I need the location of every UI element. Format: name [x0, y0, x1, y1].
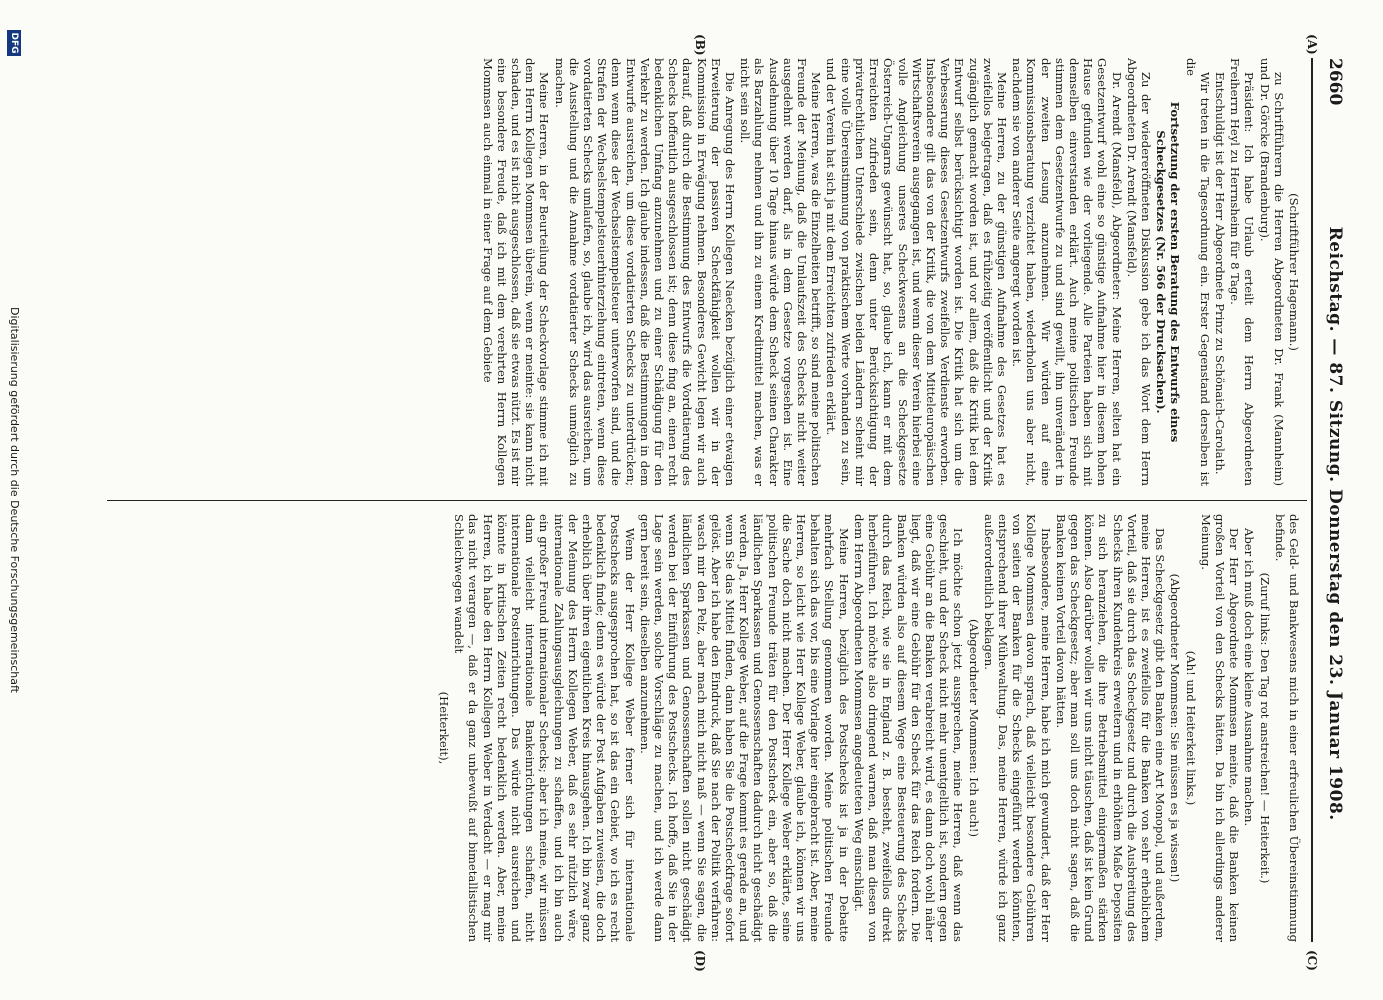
paragraph: Meine Herren, was die Einzelheiten betrifft, so sind meine politischen Freunde der Meinung, daß die Umlaufszeit des Schecks nicht weiter ausgedehnt werden darf, als in dem Gesetze vorgesehen ist. Eine Ausdehnung über 10 Tage hinaus würde dem Scheck seinen Charakter als Barzahlung nehmen und ihn zu einem Kreditmittel machen, was er nicht sein soll. [738, 58, 824, 486]
column-divider [107, 500, 1307, 501]
paragraph: Die Anregung des Herrn Kollegen Naecken bezüglich einer etwaigen Erweiterung der passiven Scheckfähigkeit wollen wir in der Kommission in Erwägung nehmen. Besonderes Gewicht legen wir auch darauf, daß durch die Bestimmung des Entwurfs die Vordatierung des Schecks hoffentlich ausgeschlossen ist; denn diese fing an, einen recht bedenklichen Umfang anzunehmen und zu einer Schädigung für den Verkehr zu werden. Ich glaube indessen, daß die Bestimmungen in dem Entwurfe ausreichen, um diese vordatierten Schecks zu unterdrücken; denn wenn diese der Wechselstempelsteuer unterworfen sind, und die Strafen der Wechselstempelsteuerhinterziehung eintreten, wenn diese vordatierten Schecks umlaufen, so, glaube ich, wird das ausreichen, um die Ausstellung und die Annahme vordatierter Schecks unmöglich zu machen. [552, 58, 738, 486]
paragraph: Fortsetzung der ersten Beratung des Entwurfs eines Scheckgesetzes (Nr. 566 der Drucksachen). [1154, 101, 1183, 443]
margin-mark-d: (D) [693, 950, 707, 972]
paragraph: (Zuruf links: Den Tag rot anstreichen! — Heiterkeit.) [1257, 572, 1272, 884]
paragraph: Wenn der Herr Kollege Weber ferner sich für internationale Postschecks ausgesprochen hat, so ist das ein Gebiet, wo ich es recht bedenklich finde; denn es würde der Post Aufgaben zuweisen, die doch erheblich über ihren eigentlichen Kreis hinausgehen. Ich bin zwar ganz der Meinung des Herrn Kollegen Weber, daß es sehr nützlich wäre, internationale Zahlungsausgleichungen zu schaffen, und ich bin auch ein großer Freund internationaler Schecks; aber ich meine, wir müssen dann vielleicht internationale Bankeinrichtungen schaffen, nicht internationale Posteinrichtungen. Das würde nicht ausreichen und könnte in kritischen Zeiten recht bedenklich werden. Aber, meine Herren, ich habe den Herrn Kollegen Weber in Verdacht — er mag mir das nicht verargen —, daß er da ganz unbewußt auf bimetallistischen Schleichwegen wandelt [452, 514, 637, 942]
paragraph: Entschuldigt ist der Herr Abgeordnete Prinz zu Schönaich-Carolath. [1212, 72, 1227, 475]
right-column [101, 514, 1301, 942]
paragraph: (Schriftführer Hagemann.) [1287, 193, 1301, 351]
paragraph: Meine Herren, in der Beurteilung der Scheckvorlage stimme ich mit dem Herrn Kollegen Mommsen überein, wenn er meinte: sie kann nicht schaden, und es ist nicht ausgeschlossen, daß sie etwas nützt. Es ist mir eine besondere Freude, daß ich mit dem verehrten Herrn Kollegen Mommsen auch einmal in einer Frage auf dem Gebiete [480, 58, 552, 486]
left-column [101, 58, 1301, 486]
margin-mark-a: (A) [1305, 34, 1319, 55]
paragraph: Ich möchte schon jetzt aussprechen, meine Herren, daß wenn das geschieht, und der Scheck nicht mehr unentgeltlich ist, sondern gegen eine Gebühr an die Banken verabreicht wird, es dann doch wohl näher liegt, daß wir eine Gebühr für den Scheck für das Reich fordern. Die Banken würden also auf diesem Wege eine Besteuerung des Schecks durch das Reich, wie sie in England z. B. besteht, zweifellos direkt herbeiführen. Ich möchte also dringend warnen, daß man diesen von dem Herrn Abgeordneten Mommsen angedeuteten Weg einschlägt. [851, 514, 966, 942]
paragraph: Meine Herren, zu der günstigen Aufnahme des Gesetzes hat es zweifellos beigetragen, daß es frühzeitig veröffentlicht und der Kritik zugänglich gemacht worden ist, und vor allem, daß die Kritik bei dem Entwurf selbst berücksichtigt worden ist. Die Kritik hat sich um die Verbesserung dieses Gesetzentwurfs zweifellos Verdienste erworben. Insbesondere gilt das von der Kritik, die von dem Mitteleuropäischen Wirtschaftsverein ausgegangen ist, und wenn dieser Verein hierbei eine volle Angleichung unseres Scheckwesens an die Scheckgesetze Österreich-Ungarns gewünscht hat, so, glaube ich, kann er mit dem Erreichten zufrieden sein, denn unter Berücksichtigung der privatrechtlichen Unterschiede zwischen beiden Ländern scheint mir eine volle Übereinstimmung von praktischem Werte vorhanden zu sein, und der Verein hat sich ja mit dem Erreichten zufrieden erklärt. [824, 58, 1009, 486]
paragraph: Wir treten in die Tagesordnung ein. Erster Gegenstand derselben ist die [1183, 58, 1212, 486]
header-rule [1311, 58, 1313, 942]
paragraph: des Geld- und Bankwesens mich in einer erfreulichen Übereinstimmung befinde. [1272, 514, 1301, 942]
page-header [1315, 58, 1345, 942]
margin-mark-b: (B) [693, 34, 707, 56]
paragraph: Zu der wiedereröffneten Diskussion gebe ich das Wort dem Herrn Abgeordneten Dr. Arendt (Mansfeld). [1124, 58, 1153, 486]
paragraph: Insbesondere, meine Herren, habe ich mich gewundert, daß der Herr Kollege Mommsen davon sprach, daß vielleicht besondere Gebühren von seiten der Banken für die Schecks eingeführt werden könnten, entsprechend ihrer Mühewaltung. Das, meine Herren, würde ich ganz außerordentlich beklagen. [981, 514, 1053, 942]
paragraph: Aber ich muß doch eine kleine Ausnahme machen. [1242, 528, 1257, 827]
paragraph: (Ah! und Heiterkeit links.) [1183, 650, 1198, 806]
paragraph: Meine Herren, bezüglich des Postschecks ist ja in der Debatte mehrfach Stellung genommen worden. Meine politischen Freunde behalten sich das vor, bis eine Vorlage hier eingebracht ist. Aber, meine Herren, so leicht wie Herr Kollege Weber, glaube ich, können wir uns die Sache doch nicht machen. Der Herr Kollege Weber erklärte, seine politischen Freunde träten für den Postscheck ein, aber so, daß die ländlichen Sparkassen und Genossenschaften dadurch nicht geschädigt werden. Ja, Herr Kollege Weber, auf die Frage kommt es gerade an, und wenn Sie das Mittel finden, dann haben Sie die Postscheckfrage sofort gelöst. Aber ich habe den Eindruck, daß Sie nach der Politik verfahren: wasch mir den Pelz, aber mach mich nicht naß — wenn Sie sagen, die ländlichen Sparkassen und Genossenschaften sollen nicht geschädigt werden bei der Einführung des Postschecks. Ich hoffe, daß Sie in der Lage sein werden, solche Vorschläge zu machen, und ich werde dann gern bereit sein, dieselben anzunehmen. [637, 514, 851, 942]
paragraph: zu Schriftführern die Herren Abgeordneten Dr. Frank (Mannheim) und Dr. Görcke (Brandenburg). [1257, 58, 1286, 486]
margin-mark-c: (C) [1305, 950, 1319, 971]
paragraph: Dr. Arendt (Mansfeld), Abgeordneter: Meine Herren, selten hat ein Gesetzentwurf wohl eine so günstige Aufnahme hier in diesem hohen Hause gefunden wie der vorliegende. Alle Parteien haben sich mit demselben einverstanden erklärt. Auch meine politischen Freunde stimmen dem Gesetzentwurfe zu und sind gewillt, ihn unverändert in der zweiten Lesung anzunehmen. Wir würden auf eine Kommissionsberatung verzichtet haben, wiederholen uns aber nicht, nachdem sie von anderer Seite angeregt worden ist. [1010, 58, 1124, 486]
paragraph: (Abgeordneter Mommsen: Ich auch!) [966, 618, 981, 838]
paragraph: (Abgeordneter Mommsen: Sie müssen es ja wissen!) [1168, 573, 1183, 883]
page-title: Reichstag. — 87. Sitzung. Donnerstag den 23. Januar 1908. [1325, 226, 1345, 821]
paragraph: Der Herr Abgeordnete Mommsen meinte, daß die Banken keinen großen Vorteil von den Schecks hätten. Da bin ich allerdings anderer Meinung. [1198, 514, 1242, 942]
paragraph: (Heiterkeit), [437, 691, 452, 765]
paragraph: Das Scheckgesetz gibt den Banken eine Art Monopol, und außerdem, meine Herren, ist es zweifellos für die Banken von sehr erheblichem Vorteil, daß sie durch das Scheckgesetz und durch die Ausbreitung des Schecks ihren Kundenkreis erweitern und in erhöhtem Maße Depositen zu sich heranziehen, die ihre Betriebsmittel einigermaßen stärken können. Also darüber wollen wir uns nicht täuschen, daß ist kein Grund gegen das Scheckgesetz; aber man soll uns doch nicht sagen, daß die Banken keinen Vorteil davon hätten. [1053, 514, 1168, 942]
paragraph: Präsident: Ich habe Urlaub erteilt dem Herrn Abgeordneten Freiherrn Heyl zu Herrnsheim für 8 Tage. [1228, 58, 1257, 486]
page-number: 2660 [1325, 58, 1345, 106]
digitization-note: Digitalisierung gefördert durch die Deutsche Forschungsgemeinschaft [8, 307, 21, 693]
dfg-logo: DFG [7, 30, 21, 56]
